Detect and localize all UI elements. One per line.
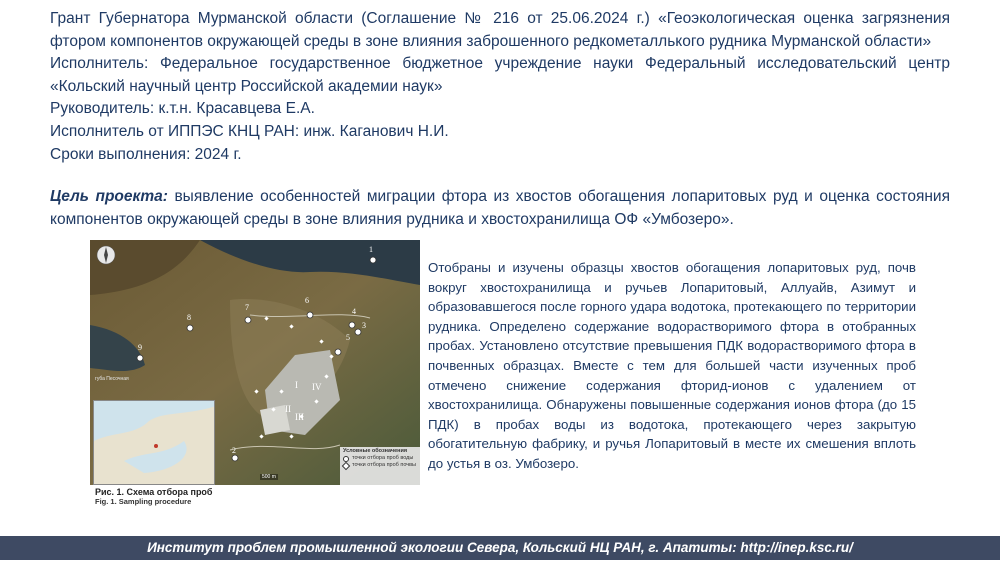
caption-ru: Рис. 1. Схема отбора проб (95, 487, 213, 497)
point-number: 8 (187, 313, 191, 322)
goal-text: выявление особенностей миграции фтора из хвостов обогащения лопаритовых руд и оценка состояния компонентов окружающей среды в зоне влияния рудника и хвостохранилища ОФ «Умбозеро». (50, 188, 950, 228)
legend-water-row (343, 455, 417, 462)
sample-point (187, 325, 193, 331)
legend-soil-label: точки отбора проб почвы (352, 462, 417, 468)
point-number: 9 (138, 343, 142, 352)
goal-paragraph (50, 186, 950, 231)
water-point-icon (343, 456, 349, 462)
grant-info: Грант Губернатора Мурманской области (Соглашение № 216 от 25.06.2024 г.) «Геоэкологическая оценка загрязнения фтором компонентов окружающей среды в зоне влияния заброшенного редкометаллького рудника Мурманской области» (50, 10, 950, 50)
sample-point (307, 312, 313, 318)
site-label: IV (312, 382, 322, 392)
soil-point-icon (342, 461, 350, 469)
point-number: 4 (352, 307, 356, 316)
site-label: I (295, 380, 298, 390)
map-legend (340, 447, 420, 485)
point-number: 3 (362, 321, 366, 330)
footer-bar: Институт проблем промышленной экологии Севера, Кольский НЦ РАН, г. Апатиты: http://inep.ksc.ru/ (0, 536, 1000, 560)
point-number: 6 (305, 296, 309, 305)
site-label: III (295, 412, 304, 422)
point-number: 1 (369, 245, 373, 254)
sample-point (355, 329, 361, 335)
legend-soil-row (343, 462, 417, 469)
performer-info: Исполнитель от ИППЭС КНЦ РАН: инж. Каганович Н.И. (50, 122, 449, 140)
legend-water-label: точки отбора проб воды (352, 455, 414, 461)
executor-info: Исполнитель: Федеральное государственное бюджетное учреждение науки Федеральный исследовательский центр «Кольский научный центр Российской академии наук» (50, 55, 950, 95)
point-number: 7 (245, 303, 249, 312)
results-description (428, 258, 916, 474)
project-header (50, 8, 950, 166)
figure-caption (95, 487, 213, 507)
location-inset-map (93, 400, 215, 485)
goal-label: Цель проекта: (50, 188, 168, 205)
point-number: 5 (346, 333, 350, 342)
project-goal (50, 186, 950, 231)
scale-bar: 500 m (262, 474, 276, 480)
sample-point (137, 355, 143, 361)
caption-en: Fig. 1. Sampling procedure (95, 497, 192, 506)
legend-title: Условные обозначения (343, 448, 408, 454)
site-label: II (285, 404, 291, 414)
sample-point (232, 455, 238, 461)
sample-point (335, 349, 341, 355)
bay-label: губа Песочная (95, 376, 129, 382)
terms-info: Сроки выполнения: 2024 г. (50, 145, 242, 163)
sampling-map (90, 240, 420, 485)
sample-point (370, 257, 376, 263)
point-number: 2 (232, 446, 236, 455)
leader-info: Руководитель: к.т.н. Красавцева Е.А. (50, 100, 315, 118)
sample-point (245, 317, 251, 323)
description-text: Отобраны и изучены образцы хвостов обогащения лопаритовых руд, почв вокруг хвостохранилища и ручьев Лопаритовый, Аллуайв, Азимут и образовавшегося после горного удара водотока, протекающего по территории рудника. Определено содержание водорастворимого фтора в отобранных пробах. Установлено отсутствие превышения ПДК водорастворимого фтора в почвенных образцах. Вместе с тем для большей части изученных проб отмечено снижение содержания фторид-ионов с удалением от хвостохранилища. Обнаружены повышенные содержания ионов фтора (до 15 ПДК) в пробах воды из водотока, протекающего через закрытую обогатительную фабрику, и ручья Лопаритовый в месте их смешения вплоть до устья в оз. Умбозеро. (428, 260, 916, 471)
sample-point (349, 322, 355, 328)
